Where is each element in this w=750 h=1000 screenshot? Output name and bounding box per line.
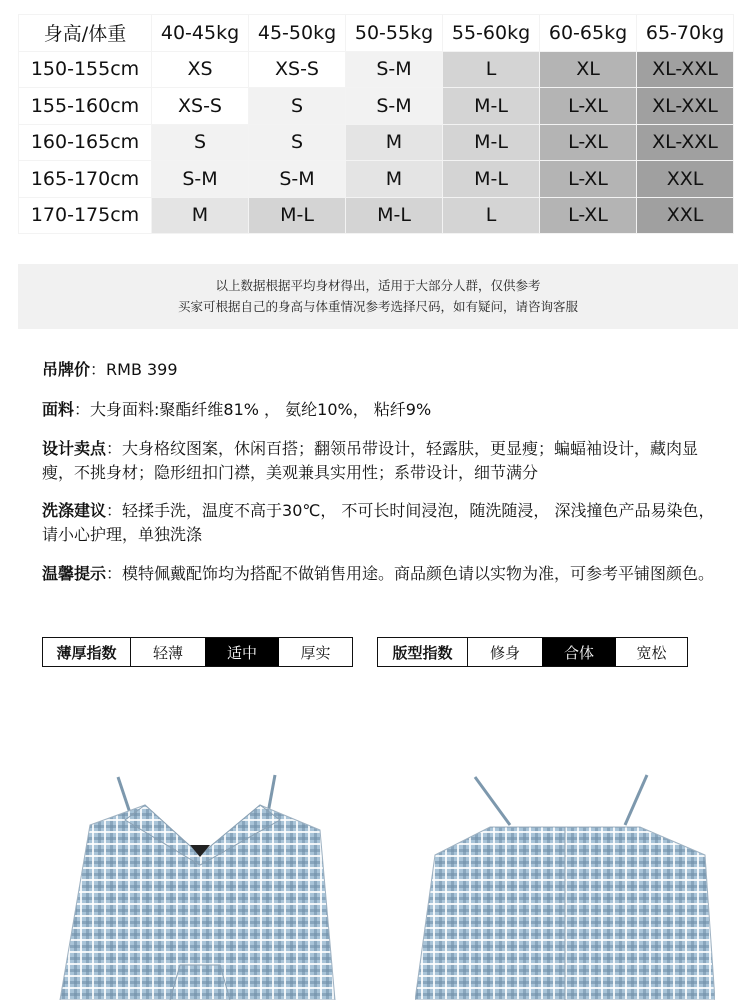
fit-index-bar bbox=[377, 637, 688, 667]
size-cell: S bbox=[249, 124, 346, 161]
washing-label: 洗涤建议 bbox=[42, 501, 107, 520]
size-cell: XXL bbox=[637, 197, 734, 234]
weight-header: 55-60kg bbox=[443, 15, 540, 52]
height-range-cell: 170-175cm bbox=[19, 197, 152, 234]
size-cell: M bbox=[346, 124, 443, 161]
weight-header: 65-70kg bbox=[637, 15, 734, 52]
fabric-label: 面料 bbox=[42, 400, 75, 419]
size-cell: M bbox=[346, 161, 443, 198]
design-value: ：大身格纹图案，休闲百搭；翻领吊带设计，轻露肤，更显瘦；蝙蝠袖设计，藏肉显瘦，不挑身材；隐形纽扣门襟，美观兼具实用性；系带设计，细节满分 bbox=[42, 439, 699, 482]
price-row bbox=[42, 358, 722, 382]
size-cell: L-XL bbox=[540, 88, 637, 125]
size-cell: XL-XXL bbox=[637, 88, 734, 125]
size-chart-row bbox=[19, 197, 734, 234]
size-cell: L-XL bbox=[540, 161, 637, 198]
size-cell: XS-S bbox=[249, 51, 346, 88]
size-cell: S bbox=[152, 124, 249, 161]
product-image-front bbox=[50, 765, 350, 1000]
size-cell: XS-S bbox=[152, 88, 249, 125]
tips-value: ：模特佩戴配饰均为搭配不做销售用途。商品颜色请以实物为准，可参考平铺图颜色。 bbox=[106, 564, 715, 583]
thickness-index-bar bbox=[42, 637, 353, 667]
height-range-cell: 155-160cm bbox=[19, 88, 152, 125]
size-chart-row bbox=[19, 88, 734, 125]
height-range-cell: 165-170cm bbox=[19, 161, 152, 198]
size-cell: M-L bbox=[443, 161, 540, 198]
fabric-row bbox=[42, 398, 722, 422]
size-cell: S-M bbox=[152, 161, 249, 198]
size-cell: XL-XXL bbox=[637, 51, 734, 88]
size-cell: S-M bbox=[346, 88, 443, 125]
size-cell: L bbox=[443, 51, 540, 88]
size-cell: M bbox=[152, 197, 249, 234]
fabric-value: ：大身面料:聚酯纤维81% ， 氨纶10%， 粘纤9% bbox=[74, 400, 432, 419]
size-cell: L bbox=[443, 197, 540, 234]
size-notice-box bbox=[18, 264, 738, 329]
strap-left bbox=[475, 777, 510, 825]
notice-line-2: 买家可根据自己的身高与体重情况参考选择尺码，如有疑问，请咨询客服 bbox=[177, 299, 578, 314]
weight-header: 40-45kg bbox=[152, 15, 249, 52]
size-chart-row bbox=[19, 161, 734, 198]
size-chart-row bbox=[19, 124, 734, 161]
weight-header: 60-65kg bbox=[540, 15, 637, 52]
size-cell: S-M bbox=[346, 51, 443, 88]
notice-line-1: 以上数据根据平均身材得出，适用于大部分人群，仅供参考 bbox=[215, 278, 541, 293]
size-cell: M-L bbox=[249, 197, 346, 234]
size-cell: L-XL bbox=[540, 124, 637, 161]
size-cell: M-L bbox=[443, 88, 540, 125]
weight-header: 50-55kg bbox=[346, 15, 443, 52]
tips-label: 温馨提示 bbox=[42, 564, 107, 583]
size-cell: M-L bbox=[443, 124, 540, 161]
size-cell: XL bbox=[540, 51, 637, 88]
corner-header: 身高/体重 bbox=[19, 15, 152, 52]
thickness-index-label: 薄厚指数 bbox=[43, 638, 131, 666]
tie-knot bbox=[170, 965, 230, 1000]
size-chart-table bbox=[18, 14, 734, 234]
product-image-back bbox=[415, 765, 715, 1000]
fit-option: 宽松 bbox=[636, 643, 667, 662]
size-cell: M-L bbox=[346, 197, 443, 234]
fit-index-label: 版型指数 bbox=[378, 638, 468, 666]
thickness-option: 适中 bbox=[205, 638, 279, 666]
size-chart-row bbox=[19, 51, 734, 88]
strap-left bbox=[118, 777, 130, 813]
size-cell: XL-XXL bbox=[637, 124, 734, 161]
fit-option: 合体 bbox=[542, 638, 616, 666]
strap-right bbox=[268, 775, 275, 813]
height-range-cell: 150-155cm bbox=[19, 51, 152, 88]
size-chart-header-row bbox=[19, 15, 734, 52]
design-row bbox=[42, 437, 722, 485]
size-cell: L-XL bbox=[540, 197, 637, 234]
price-label: 吊牌价 bbox=[42, 360, 91, 379]
tips-row bbox=[42, 562, 722, 586]
thickness-option: 轻薄 bbox=[152, 643, 183, 662]
size-cell: S bbox=[249, 88, 346, 125]
fit-option: 修身 bbox=[489, 643, 520, 662]
size-cell: XXL bbox=[637, 161, 734, 198]
strap-right bbox=[625, 775, 647, 825]
weight-header: 45-50kg bbox=[249, 15, 346, 52]
washing-row bbox=[42, 499, 722, 547]
washing-value: ：轻揉手洗，温度不高于30℃， 不可长时间浸泡，随洗随浸， 深浅撞色产品易染色， 请小心护理，单独洗涤 bbox=[42, 501, 715, 544]
thickness-option: 厚实 bbox=[300, 643, 331, 662]
price-value: ：RMB 399 bbox=[90, 360, 178, 379]
height-range-cell: 160-165cm bbox=[19, 124, 152, 161]
size-cell: XS bbox=[152, 51, 249, 88]
size-cell: S-M bbox=[249, 161, 346, 198]
design-label: 设计卖点 bbox=[42, 439, 107, 458]
